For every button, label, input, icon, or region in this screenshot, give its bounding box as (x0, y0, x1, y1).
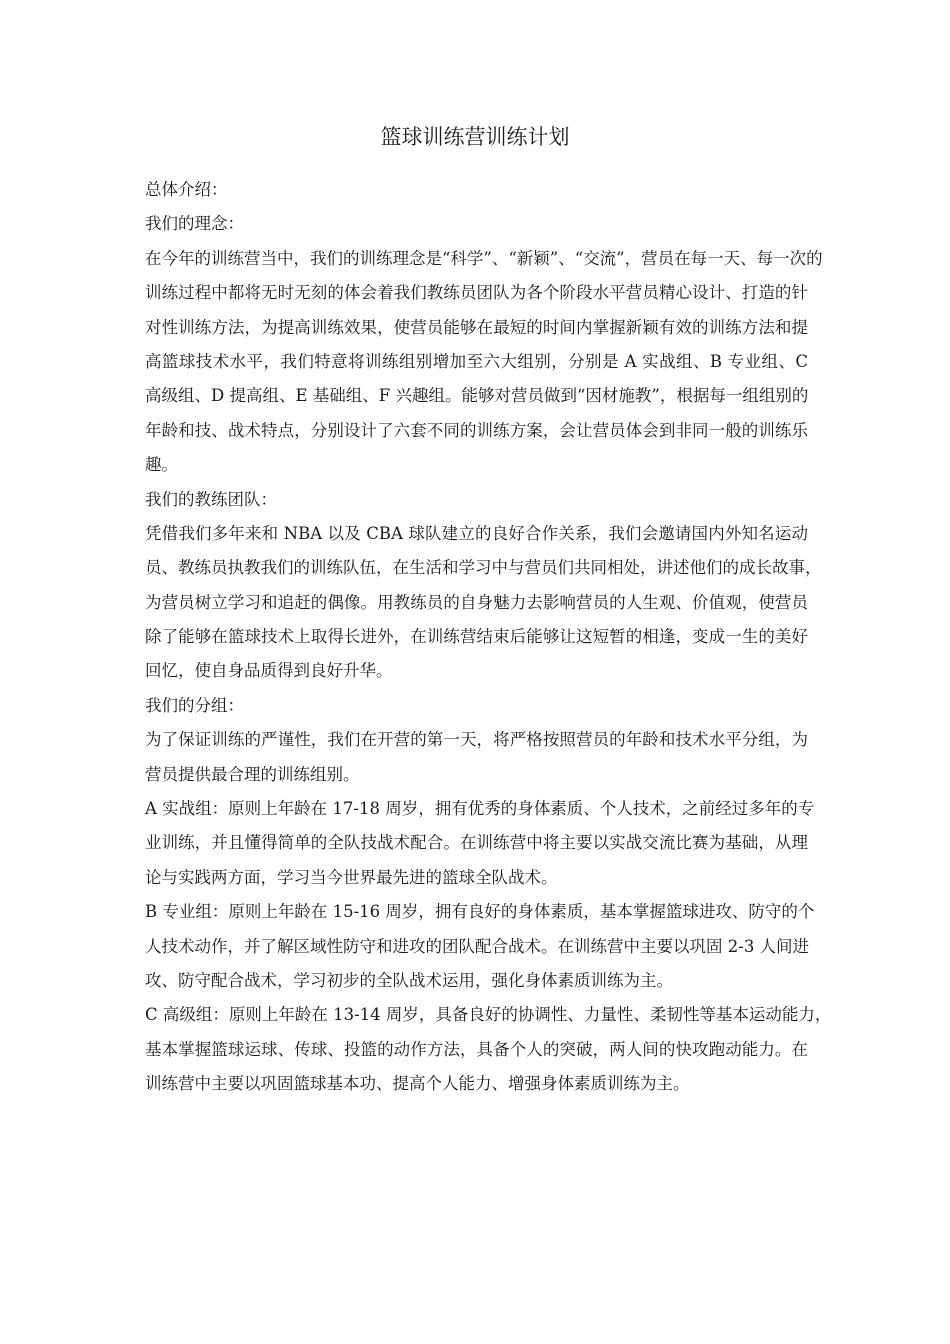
text-line: 高级组、D 提高组、E 基础组、F 兴趣组。能够对营员做到“因材施教”，根据每一组组别的 (145, 386, 809, 406)
text-line: 我们的教练团队： (145, 489, 277, 509)
text-line: 训练营中主要以巩固篮球基本功、提高个人能力、增强身体素质训练为主。 (145, 1074, 690, 1094)
text-line: 业训练，并且懂得简单的全队技战术配合。在训练营中将主要以实战交流比赛为基础，从理 (145, 833, 808, 853)
text-line: 除了能够在篮球技术上取得长进外，在训练营结束后能够让这短暂的相逢，变成一生的美好 (145, 627, 808, 647)
text-line: 人技术动作，并了解区域性防守和进攻的团队配合战术。在训练营中主要以巩固 2-3 人间进 (145, 936, 810, 956)
text-line: C 高级组：原则上年龄在 13-14 周岁，具备良好的协调性、力量性、柔韧性等基本运动能力， (145, 1005, 832, 1025)
text-line: 员、教练员执教我们的训练队伍，在生活和学习中与营员们共同相处，讲述他们的成长故事， (145, 558, 822, 578)
text-line: 为营员树立学习和追赶的偶像。用教练员的自身魅力去影响营员的人生观、价值观，使营员 (145, 592, 808, 612)
text-line: 趣。 (145, 455, 178, 475)
text-line: 论与实践两方面，学习当今世界最先进的篮球全队战术。 (145, 867, 558, 887)
text-line: 我们的理念： (145, 214, 244, 234)
text-line: 基本掌握篮球运球、传球、投篮的动作方法，具备个人的突破，两人间的快攻跑动能力。在 (145, 1039, 808, 1059)
text-line: 为了保证训练的严谨性，我们在开营的第一天，将严格按照营员的年龄和技术水平分组，为 (145, 730, 808, 750)
text-line: 我们的分组： (145, 695, 244, 715)
text-line: 在今年的训练营当中，我们的训练理念是“科学”、“新颖”、“交流”，营员在每一天、每一次的 (145, 248, 823, 268)
text-line: B 专业组：原则上年龄在 15-16 周岁，拥有良好的身体素质，基本掌握篮球进攻、防守的个 (145, 902, 815, 922)
page-title: 篮球训练营训练计划 (380, 125, 570, 149)
text-line: 总体介绍： (145, 180, 228, 199)
text-line: 攻、防守配合战术，学习初步的全队战术运用，强化身体素质训练为主。 (145, 970, 673, 990)
text-line: 训练过程中都将无时无刻的体会着我们教练员团队为各个阶段水平营员精心设计、打造的针 (145, 283, 808, 303)
text-line: A 实战组：原则上年龄在 17-18 周岁，拥有优秀的身体素质、个人技术，之前经过多年的专 (145, 799, 815, 819)
text-line: 营员提供最合理的训练组别。 (145, 764, 360, 784)
text-line: 对性训练方法，为提高训练效果，使营员能够在最短的时间内掌握新颖有效的训练方法和提 (145, 317, 808, 337)
text-line: 高篮球技术水平，我们特意将训练组别增加至六大组别，分别是 A 实战组、B 专业组、C (145, 351, 808, 371)
text-line: 凭借我们多年来和 NBA 以及 CBA 球队建立的良好合作关系，我们会邀请国内外知名运动 (145, 523, 808, 543)
text-line: 年龄和技、战术特点，分别设计了六套不同的训练方案，会让营员体会到非同一般的训练乐 (145, 420, 808, 440)
document-body (145, 173, 832, 1102)
text-line: 回忆，使自身品质得到良好升华。 (145, 661, 393, 681)
